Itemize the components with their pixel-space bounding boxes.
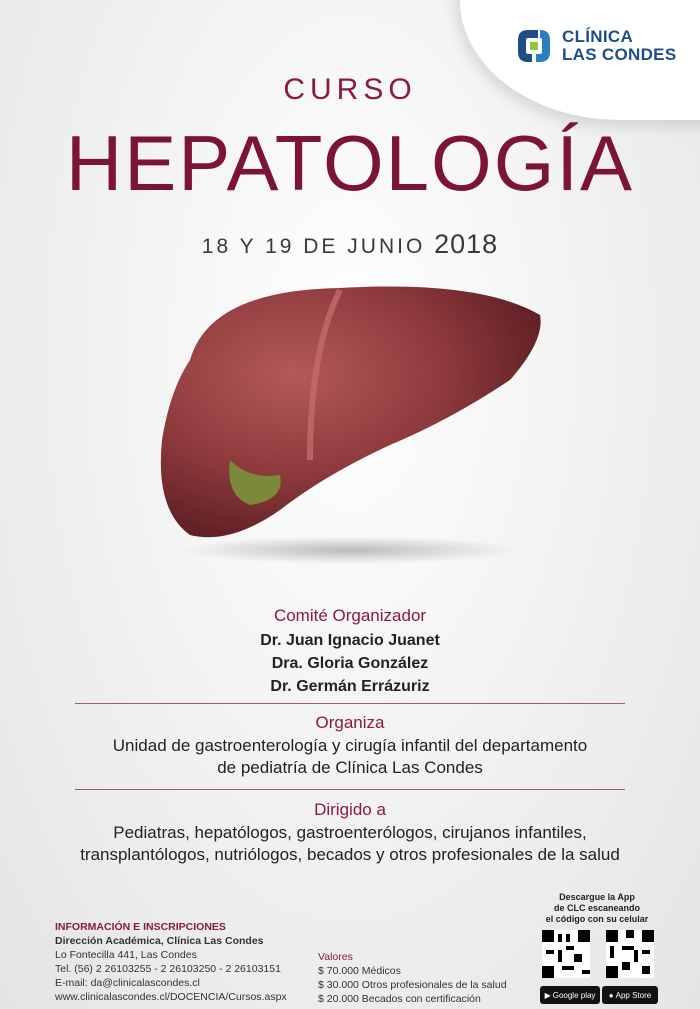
pretitle: CURSO: [283, 73, 417, 106]
apple-icon: ●: [608, 990, 614, 1000]
dirigido-heading: Dirigido a: [314, 800, 386, 819]
app-store-label: App Store: [615, 990, 652, 1000]
page-title: HEPATOLOGÍA: [65, 119, 635, 207]
organiza-line: de pediatría de Clínica Las Condes: [217, 758, 483, 777]
qr-code-android[interactable]: [542, 930, 590, 978]
committee-member: Dra. Gloria González: [271, 655, 429, 672]
date-year: 2018: [434, 229, 499, 259]
google-play-icon: ▶: [544, 990, 551, 1000]
course-date: [0, 229, 700, 260]
dirigido-section: [0, 800, 700, 866]
price-row: $ 70.000 Médicos: [318, 965, 401, 977]
info-address: Lo Fontecilla 441, Las Condes: [55, 949, 197, 961]
liver-illustration: [150, 270, 550, 575]
app-download-text: [532, 892, 662, 925]
app-line: Descargue la App: [559, 892, 635, 902]
info-org: Dirección Académica, Clínica Las Condes: [55, 935, 264, 947]
clinic-logo-icon: [514, 26, 554, 66]
organiza-section: [0, 713, 700, 779]
values-heading: Valores: [318, 951, 353, 963]
divider: [75, 703, 625, 704]
organiza-heading: Organiza: [315, 713, 385, 732]
organiza-line: Unidad de gastroenterología y cirugía infantil del departamento: [112, 736, 588, 755]
google-play-button[interactable]: [540, 986, 600, 1004]
info-email[interactable]: E-mail: da@clinicalascondes.cl: [55, 977, 200, 989]
app-line: el código con su celular: [545, 914, 649, 924]
divider: [75, 789, 625, 790]
logo-line-2: LAS CONDES: [562, 45, 677, 64]
info-web[interactable]: www.clinicalascondes.cl/DOCENCIA/Cursos.aspx: [55, 991, 287, 1003]
price-row: $ 30.000 Otros profesionales de la salud: [318, 979, 507, 991]
date-text: 18 Y 19 DE JUNIO: [201, 235, 426, 258]
pricing: [318, 950, 507, 1006]
committee-member: Dr. Germán Errázuriz: [270, 678, 430, 695]
info-heading: INFORMACIÓN E INSCRIPCIONES: [55, 921, 226, 933]
committee-member: Dr. Juan Ignacio Juanet: [260, 632, 440, 649]
app-line: de CLC escaneando: [553, 903, 641, 913]
google-play-label: Google play: [552, 990, 596, 1000]
committee-heading: Comité Organizador: [273, 606, 427, 625]
app-store-button[interactable]: [602, 986, 658, 1004]
dirigido-line: transplantólogos, nutriólogos, becados y otros profesionales de la salud: [80, 845, 620, 864]
price-row: $ 20.000 Becados con certificación: [318, 993, 481, 1005]
qr-code-ios[interactable]: [606, 930, 654, 978]
committee-section: [0, 606, 700, 698]
clinic-logo[interactable]: [514, 26, 676, 66]
contact-info: [55, 920, 287, 1004]
logo-line-1: CLÍNICA: [562, 27, 634, 46]
dirigido-line: Pediatras, hepatólogos, gastroenterólogos, cirujanos infantiles,: [113, 823, 587, 842]
info-phone: Tel. (56) 2 26103255 - 2 26103250 - 2 26103151: [55, 963, 281, 975]
